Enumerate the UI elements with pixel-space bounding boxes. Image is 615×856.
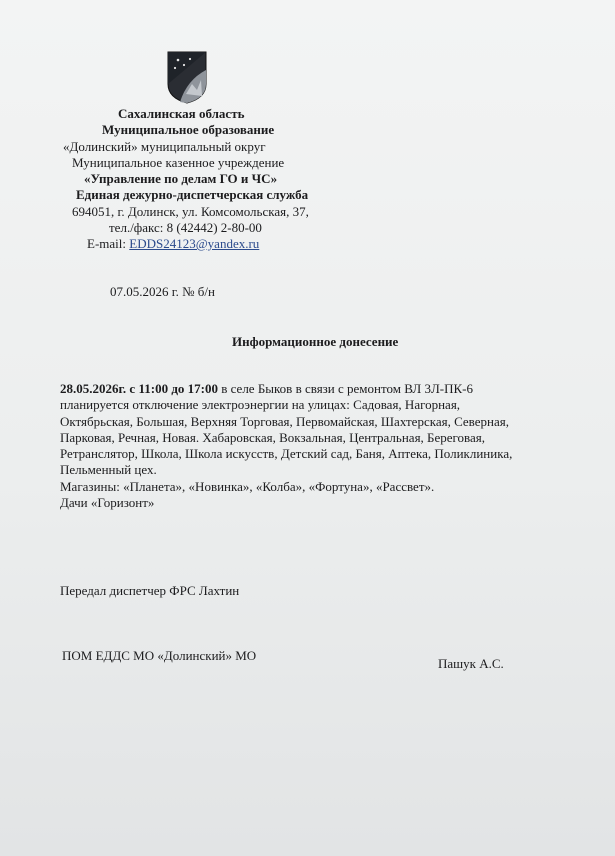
body-line-2: планируется отключение электроэнергии на улицах: Садовая, Нагорная, bbox=[60, 397, 461, 413]
body-line-3: Октябрьская, Большая, Верхняя Торговая, Первомайская, Шахтерская, Северная, bbox=[60, 413, 509, 429]
header-institution-name: «Управление по делам ГО и ЧС» bbox=[84, 171, 278, 186]
body-line-4: Парковая, Речная, Новая. Хабаровская, Вокзальная, Центральная, Береговая, bbox=[60, 429, 486, 445]
header-institution-type: Муниципальное казенное учреждение bbox=[72, 155, 285, 170]
header-region: Сахалинская область bbox=[118, 106, 245, 121]
header-district: «Долинский» муниципальный округ bbox=[63, 139, 266, 154]
header-service: Единая дежурно-диспетчерская служба bbox=[76, 187, 309, 202]
signatory-position: ПОМ ЕДДС МО «Долинский» МО bbox=[62, 648, 257, 663]
transmitted-by: Передал диспетчер ФРС Лахтин bbox=[60, 583, 240, 598]
body-line-5: Ретранслятор, Школа, Школа искусств, Детский сад, Баня, Аптека, Поликлиника, bbox=[60, 446, 513, 462]
report-body bbox=[60, 381, 580, 511]
document-date: 07.05.2026 г. № б/н bbox=[110, 284, 215, 299]
document-title: Информационное донесение bbox=[232, 334, 399, 349]
coat-of-arms-icon bbox=[166, 50, 208, 104]
header-phone: тел./факс: 8 (42442) 2-80-00 bbox=[109, 220, 262, 235]
header-address: 694051, г. Долинск, ул. Комсомольская, 37, bbox=[72, 204, 309, 219]
email-link[interactable]: EDDS24123@yandex.ru bbox=[129, 236, 260, 251]
body-line-1: 28.05.2026г. с 11:00 до 17:00 в селе Быков в связи с ремонтом ВЛ 3Л-ПК-6 bbox=[60, 381, 474, 396]
body-line-7: Магазины: «Планета», «Новинка», «Колба», «Фортуна», «Рассвет». bbox=[60, 478, 435, 494]
body-line-6: Пельменный цех. bbox=[60, 462, 157, 478]
signatory-name: Пашук А.С. bbox=[438, 656, 504, 671]
email-label: E-mail: bbox=[87, 236, 126, 251]
body-line-8: Дачи «Горизонт» bbox=[60, 495, 155, 511]
outage-datetime: 28.05.2026г. с 11:00 до 17:00 bbox=[60, 381, 218, 396]
header-email-line bbox=[87, 236, 259, 252]
header-municipality: Муниципальное образование bbox=[102, 122, 275, 137]
